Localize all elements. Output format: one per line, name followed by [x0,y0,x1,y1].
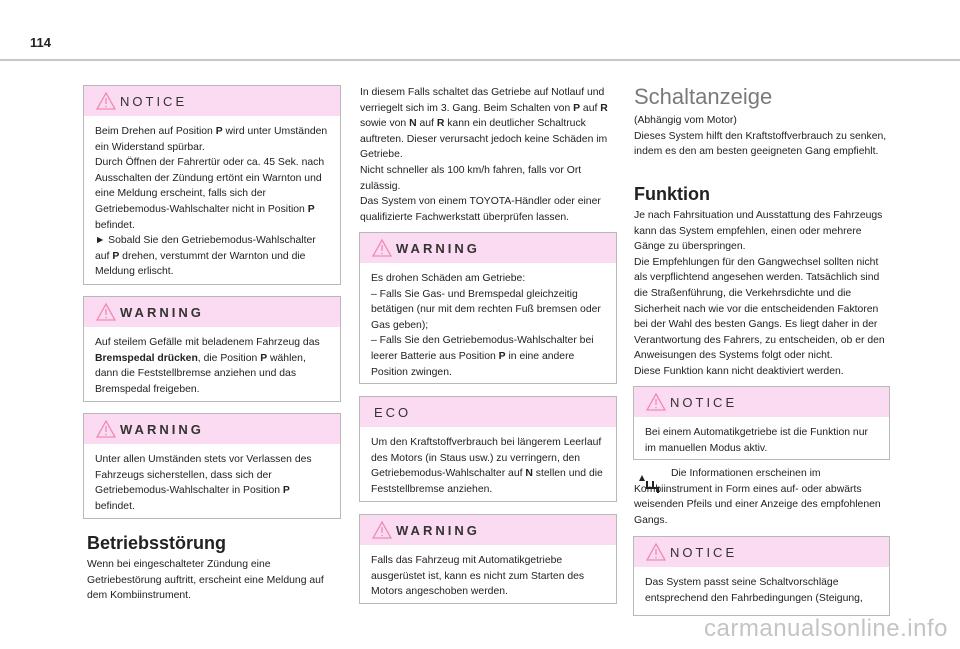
gear-indicator-text: Die Informationen erscheinen im Kombiinstrument in Form eines auf- oder abwärts weisenden Pfeils und einer Anzeige des empfohlenen Gangs. [634,468,881,526]
eco-title: ECO [374,405,412,420]
warning-triangle-icon [372,239,392,257]
notice-box-3 [633,536,890,616]
warning-box-4 [359,514,617,604]
warning-triangle-icon [96,92,116,110]
warning-triangle-icon [646,543,666,561]
watermark: carmanualsonline.info [704,615,948,642]
warning-box-2-header [84,414,340,444]
section-title-schaltanzeige: Schaltanzeige [634,84,773,109]
warning-triangle-icon [96,420,116,438]
warning-box-2 [83,413,341,519]
intro-paragraph: In diesem Falls schaltet das Getriebe auf Notlauf und verriegelt sich im 3. Gang. Beim Schalten von P auf R sowie von N auf R kann ein deutlicher Schaltruck auftreten. Dieser verursacht jedoch keine Schäden im Getriebe. Nicht schneller als 100 km/h fahren, falls vor Ort zulässig. Das System von einem TOYOTA-Händler oder einer qualifizierte Fachwerkstatt überprüfen lassen. [360,87,608,223]
warning-title: WARNING [396,523,480,538]
eco-box [359,396,617,502]
warning-box-1-header [84,297,340,327]
eco-box-body: Um den Kraftstoffverbrauch bei längerem Leerlauf des Motors (in Staus usw.) zu verringern, den Getriebemodus-Wahlschalter auf N stellen und die Feststellbremse anziehen. [371,437,603,495]
eco-box-header [360,397,616,427]
notice-box-2 [633,386,890,460]
warning-box-1-body: Auf steilem Gefälle mit beladenem Fahrzeug das Bremspedal drücken, die Position P wählen, dann die Feststellbremse anziehen und das Bremspedal freigeben. [95,337,320,395]
section-heading-betriebsstoerung: Betriebsstörung [87,533,227,553]
notice-title: NOTICE [670,395,738,410]
warning-box-4-header [360,515,616,545]
notice-box-3-header [634,537,889,567]
notice-box-2-header [634,387,889,417]
notice-title: NOTICE [120,94,188,109]
warning-title: WARNING [120,305,204,320]
notice-title: NOTICE [670,545,738,560]
warning-box-4-body: Falls das Fahrzeug mit Automatikgetriebe ausgerüstet ist, kann es nicht zum Starten des Motors angeschoben werden. [371,555,585,598]
warning-triangle-icon [372,521,392,539]
notice-box-1-header [84,86,340,116]
notice-box-3-body: Das System passt seine Schaltvorschläge entsprechend den Fahrbedingungen (Steigung, [645,577,863,604]
page-number: 114 [30,35,51,50]
warning-title: WARNING [396,241,480,256]
notice-box-1-body: Beim Drehen auf Position P wird unter Umständen ein Widerstand spürbar. Durch Öffnen der Fahrertür oder ca. 45 Sek. nach Ausschalten der Zündung ertönt ein Warnton und eine Meldung erscheint, falls sich der Getriebemodus-Wahlschalter nicht in Position P befindet. ► Sobald Sie den Getriebemodus-Wahlschalter auf P drehen, verstummt der Warnton und die Meldung erlischt. [95,126,328,278]
warning-box-2-body: Unter allen Umständen stets vor Verlassen des Fahrzeugs sicherstellen, dass sich der Getriebemodus-Wahlschalter in Position P befindet. [95,454,312,512]
warning-box-1 [83,296,341,402]
betriebsstoerung-paragraph: Wenn bei eingeschalteter Zündung eine Getriebestörung auftritt, erscheint eine Meldung auf dem Kombiinstrument. [87,559,324,602]
section-heading-funktion: Funktion [634,184,710,204]
warning-box-3-header [360,233,616,263]
warning-triangle-icon [646,393,666,411]
warning-box-3-body: Es drohen Schäden am Getriebe: – Falls Sie Gas- und Bremspedal gleichzeitig betätigen (nur mit dem rechten Fuß bremsen oder Gas geben); – Falls Sie den Getriebemodus-Wahlschalter bei leerer Batterie aus Position P in eine andere Position zwingen. [371,273,601,378]
funktion-paragraph: Je nach Fahrsituation und Ausstattung des Fahrzeugs kann das System empfehlen, einen oder mehrere Gänge zu überspringen. Die Empfehlungen für den Gangwechsel sollten nicht als verpflichtend angesehen werden. Tatsächlich sind die Straßenführung, die Verkehrsdichte und die Sicherheit nach wie vor die entscheidenden Faktoren bei der Wahl des besten Gangs. Es liegt daher in der Verantwortung des Fahrers, zu entscheiden, ob er den Anweisungen des Systems folgt oder nicht. Diese Funktion kann nicht deaktiviert werden. [634,210,885,377]
warning-triangle-icon [96,303,116,321]
warning-title: WARNING [120,422,204,437]
header-rule [0,59,960,61]
notice-box-1 [83,85,341,285]
warning-box-3 [359,232,617,384]
schaltanzeige-intro: (Abhängig vom Motor) Dieses System hilft den Kraftstoffverbrauch zu senken, indem es den am besten geeigneten Gang empfiehlt. [634,115,887,158]
notice-box-2-body: Bei einem Automatikgetriebe ist die Funktion nur im manuellen Modus aktiv. [645,427,868,454]
